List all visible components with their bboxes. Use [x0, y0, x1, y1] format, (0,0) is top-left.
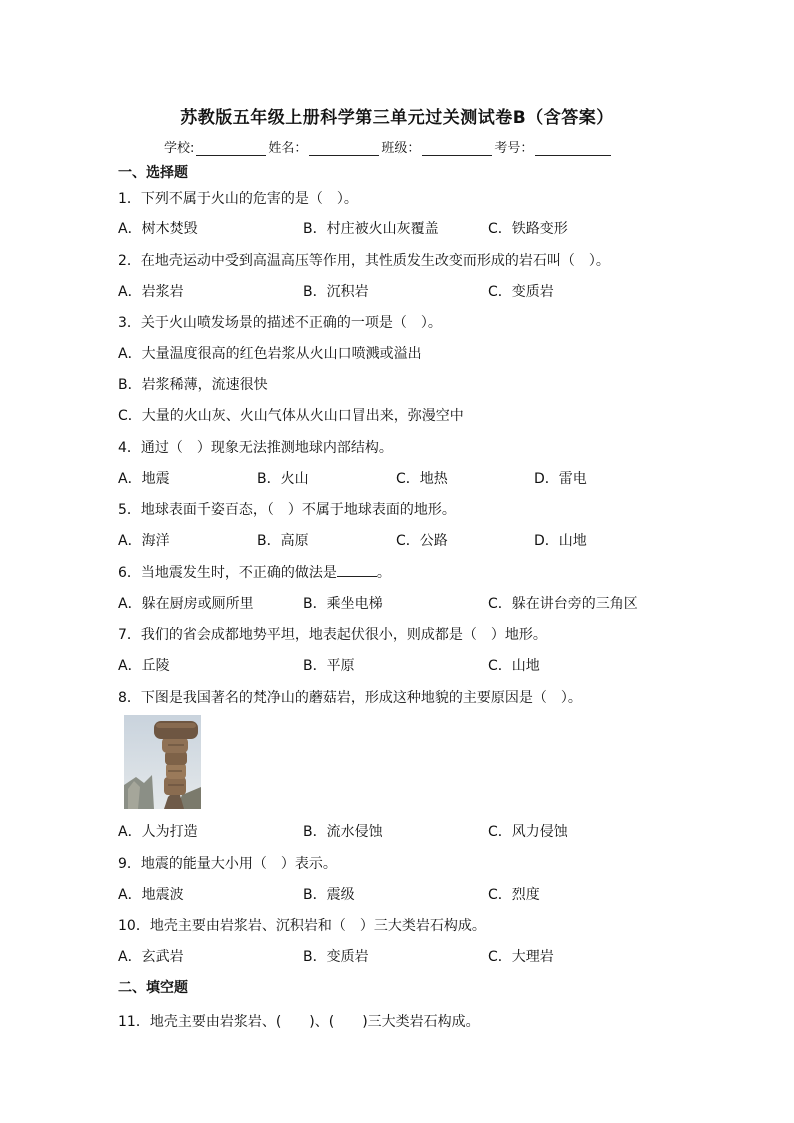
q6-option-a[interactable]: A．躲在厨房或厕所里 — [118, 596, 254, 612]
question-6-blank[interactable] — [337, 564, 377, 577]
question-2: 2．在地壳运动中受到高温高压等作用，其性质发生改变而形成的岩石叫（ ）。 — [118, 253, 610, 269]
q7-option-c[interactable]: C．山地 — [488, 658, 540, 674]
question-5: 5．地球表面千姿百态，（ ）不属于地球表面的地形。 — [118, 502, 456, 518]
class-label: 班级： — [381, 141, 421, 156]
question-8: 8．下图是我国著名的梵净山的蘑菇岩，形成这种地貌的主要原因是（ ）。 — [118, 690, 582, 706]
q6-option-b[interactable]: B．乘坐电梯 — [303, 596, 383, 612]
question-9: 9．地震的能量大小用（ ）表示。 — [118, 856, 337, 872]
q10-option-c[interactable]: C．大理岩 — [488, 949, 554, 965]
q6-option-c[interactable]: C．躲在讲台旁的三角区 — [488, 596, 638, 612]
question-11: 11．地壳主要由岩浆岩、( )、( )三大类岩石构成。 — [118, 1014, 480, 1030]
q2-option-b[interactable]: B．沉积岩 — [303, 284, 369, 300]
class-blank[interactable] — [422, 141, 492, 156]
q5-option-a[interactable]: A．海洋 — [118, 533, 170, 549]
q3-option-c[interactable]: C．大量的火山灰、火山气体从火山口冒出来，弥漫空中 — [118, 408, 464, 424]
q2-option-a[interactable]: A．岩浆岩 — [118, 284, 184, 300]
q5-option-b[interactable]: B．高原 — [257, 533, 309, 549]
q1-option-b[interactable]: B．村庄被火山灰覆盖 — [303, 221, 439, 237]
question-3: 3．关于火山喷发场景的描述不正确的一项是（ ）。 — [118, 315, 442, 331]
q7-option-a[interactable]: A．丘陵 — [118, 658, 170, 674]
name-blank[interactable] — [309, 141, 379, 156]
q2-option-c[interactable]: C．变质岩 — [488, 284, 554, 300]
q4-option-a[interactable]: A．地震 — [118, 471, 170, 487]
q1-option-a[interactable]: A．树木焚毁 — [118, 221, 198, 237]
question-6-text: 6．当地震发生时，不正确的做法是 — [118, 565, 337, 581]
q10-option-a[interactable]: A．玄武岩 — [118, 949, 184, 965]
question-10: 10．地壳主要由岩浆岩、沉积岩和（ ）三大类岩石构成。 — [118, 918, 486, 934]
question-6 — [118, 562, 391, 582]
name-label: 姓名： — [268, 141, 308, 156]
q9-option-c[interactable]: C．烈度 — [488, 887, 540, 903]
q10-option-b[interactable]: B．变质岩 — [303, 949, 369, 965]
q3-option-b[interactable]: B．岩浆稀薄，流速很快 — [118, 377, 268, 393]
section-choice-heading: 一、选择题 — [118, 165, 188, 181]
q4-option-c[interactable]: C．地热 — [396, 471, 448, 487]
q5-option-d[interactable]: D．山地 — [534, 533, 587, 549]
question-1: 1．下列不属于火山的危害的是（ ）。 — [118, 191, 358, 207]
q4-option-d[interactable]: D．雷电 — [534, 471, 587, 487]
mushroom-rock-photo — [124, 715, 201, 809]
school-label: 学校: — [164, 141, 195, 156]
question-7: 7．我们的省会成都地势平坦，地表起伏很小，则成都是（ ）地形。 — [118, 627, 547, 643]
exam-no-label: 考号： — [494, 141, 534, 156]
q9-option-b[interactable]: B．震级 — [303, 887, 355, 903]
q3-option-a[interactable]: A．大量温度很高的红色岩浆从火山口喷溅或溢出 — [118, 346, 422, 362]
q7-option-b[interactable]: B．平原 — [303, 658, 355, 674]
question-4: 4．通过（ ）现象无法推测地球内部结构。 — [118, 440, 393, 456]
q5-option-c[interactable]: C．公路 — [396, 533, 448, 549]
q1-option-c[interactable]: C．铁路变形 — [488, 221, 568, 237]
school-blank[interactable] — [196, 141, 266, 156]
q8-option-c[interactable]: C．风力侵蚀 — [488, 824, 568, 840]
q8-option-b[interactable]: B．流水侵蚀 — [303, 824, 383, 840]
exam-title: 苏教版五年级上册科学第三单元过关测试卷B（含答案） — [180, 108, 614, 128]
question-6-end: 。 — [376, 565, 391, 581]
q4-option-b[interactable]: B．火山 — [257, 471, 309, 487]
student-info-line — [164, 137, 613, 156]
exam-no-blank[interactable] — [535, 141, 611, 156]
section-fill-heading: 二、填空题 — [118, 980, 188, 996]
q8-option-a[interactable]: A．人为打造 — [118, 824, 198, 840]
q9-option-a[interactable]: A．地震波 — [118, 887, 184, 903]
